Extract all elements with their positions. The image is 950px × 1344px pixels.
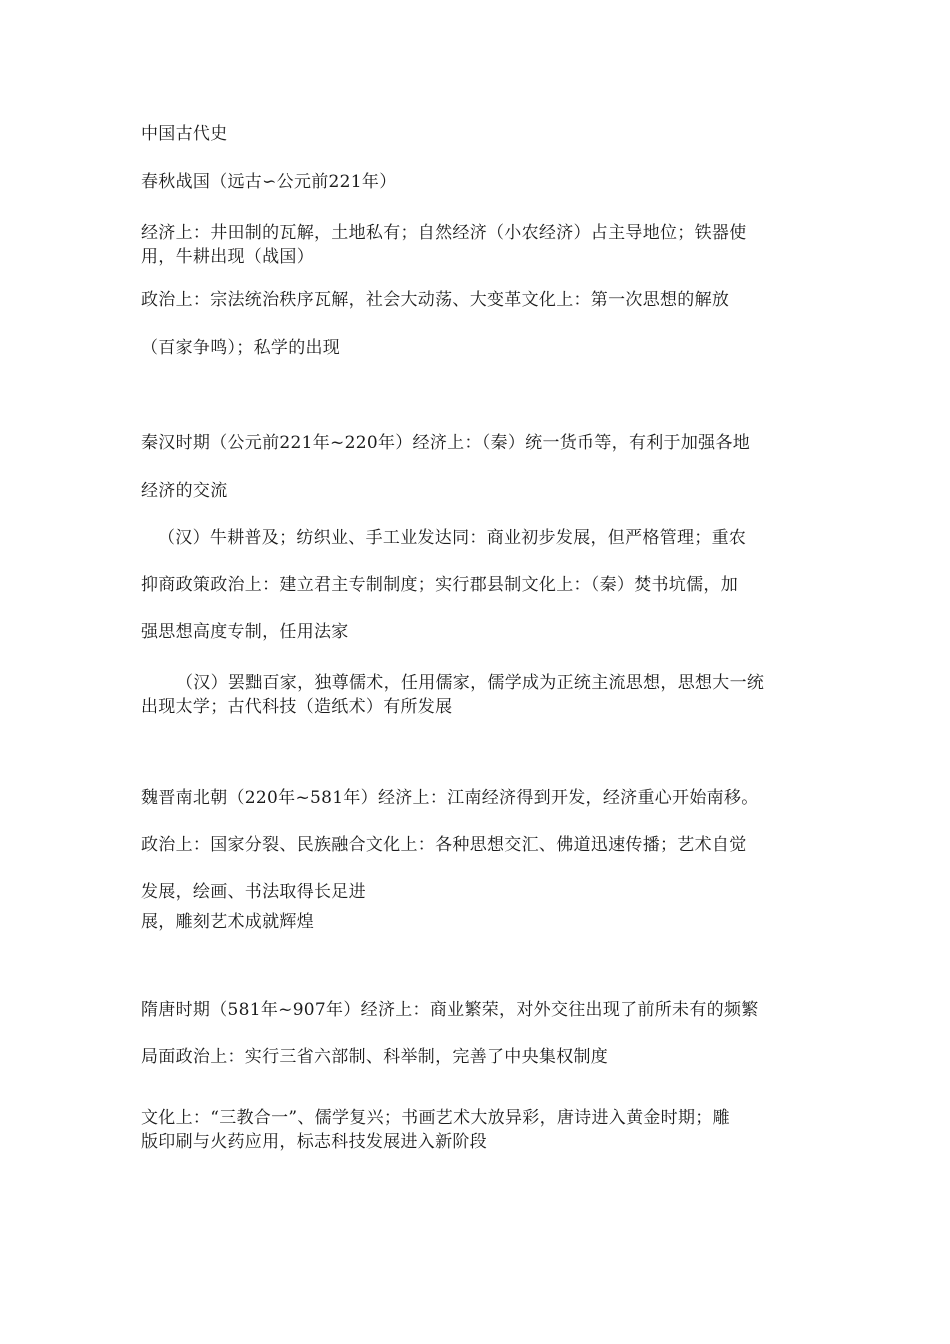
paragraph-line: 经济上：井田制的瓦解，土地私有；自然经济（小农经济）占主导地位；铁器使 [141,223,747,243]
section-heading-weijin: 魏晋南北朝（220年~581年）经济上：江南经济得到开发，经济重心开始南移。 [141,788,759,808]
paragraph-line: （汉）牛耕普及；纺织业、手工业发达同：商业初步发展，但严格管理；重农 [158,528,747,548]
section-heading-qinhan: 秦汉时期（公元前221年~220年）经济上：（秦）统一货币等，有利于加强各地 [141,433,751,453]
paragraph-line: 用，牛耕出现（战国） [141,247,314,267]
section-heading-chunqiu: 春秋战国（远古∽公元前221年） [141,172,397,192]
document-title: 中国古代史 [141,124,228,144]
paragraph-line: 出现太学；古代科技（造纸术）有所发展 [141,697,453,717]
paragraph-line: （汉）罢黜百家，独尊儒术，任用儒家，儒学成为正统主流思想，思想大一统 [176,673,765,693]
paragraph-line: 政治上：宗法统治秩序瓦解，社会大动荡、大变革文化上：第一次思想的解放 [141,290,730,310]
paragraph-line: 强思想高度专制，任用法家 [141,622,349,642]
paragraph-line: （百家争鸣）；私学的出现 [141,338,341,358]
paragraph-line: 抑商政策政治上：建立君主专制制度；实行郡县制文化上：（秦）焚书坑儒，加 [141,575,738,595]
paragraph-line: 发展，绘画、书法取得长足进 [141,882,366,902]
section-heading-suitang: 隋唐时期（581年~907年）经济上：商业繁荣，对外交往出现了前所未有的频繁 [141,1000,759,1020]
paragraph-line: 展，雕刻艺术成就辉煌 [141,912,314,932]
paragraph-line: 版印刷与火药应用，标志科技发展进入新阶段 [141,1132,487,1152]
paragraph-line: 文化上：“三教合一”、儒学复兴；书画艺术大放异彩，唐诗进入黄金时期；雕 [141,1108,730,1128]
paragraph-line: 政治上：国家分裂、民族融合文化上：各种思想交汇、佛道迅速传播；艺术自觉 [141,835,747,855]
paragraph-line: 局面政治上：实行三省六部制、科举制，完善了中央集权制度 [141,1047,609,1067]
paragraph-line: 经济的交流 [141,481,228,501]
